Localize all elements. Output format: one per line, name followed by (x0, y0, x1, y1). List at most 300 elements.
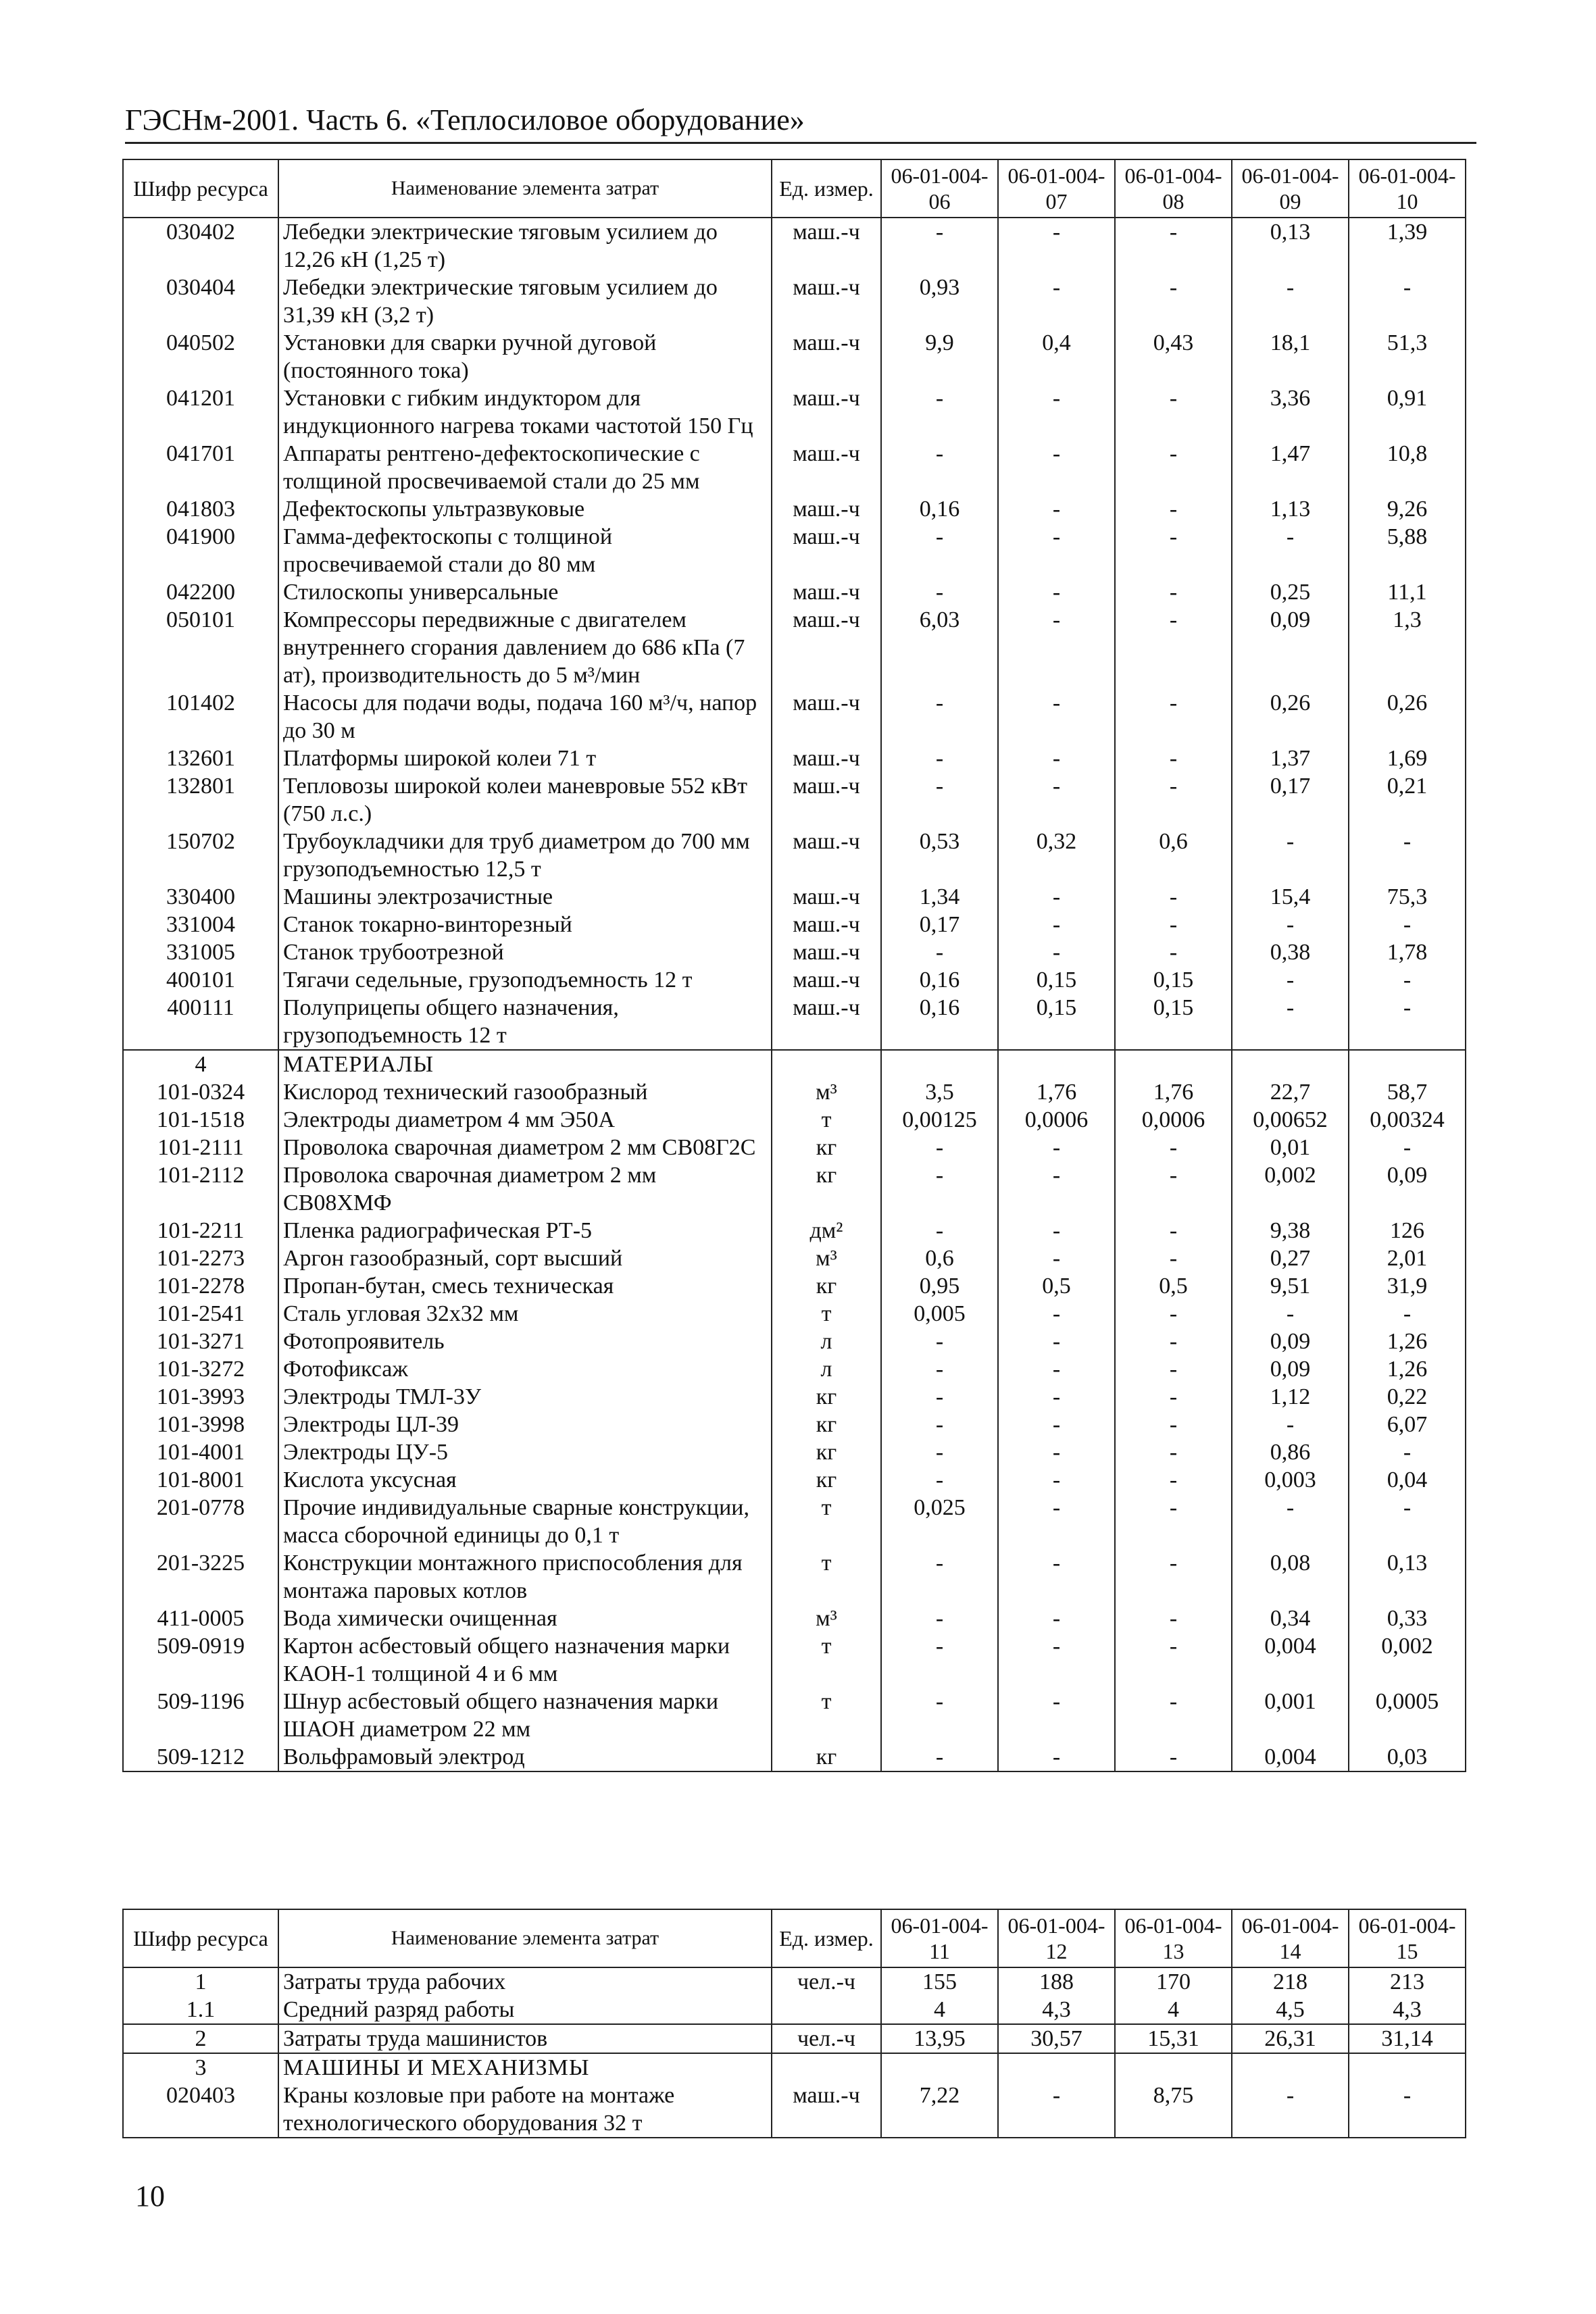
value-cell: 0,005 (881, 1300, 998, 1328)
value-cell: 3,5 (881, 1078, 998, 1106)
unit-cell: дм² (772, 1217, 881, 1244)
value-cell: 75,3 (1349, 883, 1466, 911)
value-cell: 18,1 (1232, 329, 1349, 384)
value-cell: 10,8 (1349, 440, 1466, 495)
value-cell: - (881, 1217, 998, 1244)
table-row (123, 1743, 1466, 1771)
value-cell (1349, 1050, 1466, 1078)
resource-name: Машины электрозачистные (278, 883, 772, 911)
value-cell (881, 2053, 998, 2082)
value-cell (1115, 1050, 1232, 1078)
value-cell: 0,16 (881, 994, 998, 1050)
value-cell: - (998, 689, 1115, 745)
value-cell: 0,0005 (1349, 1688, 1466, 1743)
value-cell: 0,04 (1349, 1466, 1466, 1494)
table-row (123, 1134, 1466, 1161)
resource-name: Фотопроявитель (278, 1328, 772, 1355)
unit-cell: т (772, 1549, 881, 1605)
value-cell: - (881, 1438, 998, 1466)
value-cell: - (881, 772, 998, 828)
resource-table-1 (122, 159, 1466, 1772)
value-cell: 1,39 (1349, 218, 1466, 274)
table-row (123, 218, 1466, 274)
resource-name: Электроды ЦЛ-39 (278, 1411, 772, 1438)
value-cell: 0,17 (1232, 772, 1349, 828)
value-cell: 0,86 (1232, 1438, 1349, 1466)
resource-name: Сталь угловая 32х32 мм (278, 1300, 772, 1328)
value-cell (998, 1050, 1115, 1078)
column-header: 06-01-004-11 (881, 1909, 998, 1967)
value-cell (1115, 2053, 1232, 2082)
value-cell: 0,13 (1349, 1549, 1466, 1605)
value-cell: 0,43 (1115, 329, 1232, 384)
resource-code: 2 (123, 2024, 278, 2053)
value-cell: - (998, 1605, 1115, 1632)
unit-cell: маш.-ч (772, 938, 881, 966)
unit-cell: л (772, 1355, 881, 1383)
resource-name: Затраты труда рабочих (278, 1967, 772, 1996)
table-row (123, 578, 1466, 606)
value-cell: - (1115, 1411, 1232, 1438)
resource-name: Затраты труда машинистов (278, 2024, 772, 2053)
value-cell: 0,08 (1232, 1549, 1349, 1605)
value-cell: 4 (1115, 1996, 1232, 2024)
table-row (123, 1161, 1466, 1217)
value-cell: 0,21 (1349, 772, 1466, 828)
unit-cell: кг (772, 1383, 881, 1411)
resource-name: Лебедки электрические тяговым усилием до 12,26 кН (1,25 т) (278, 218, 772, 274)
value-cell: 0,16 (881, 966, 998, 994)
value-cell: 6,03 (881, 606, 998, 689)
value-cell: 4,5 (1232, 1996, 1349, 2024)
table-row (123, 1688, 1466, 1743)
value-cell: 51,3 (1349, 329, 1466, 384)
unit-cell: маш.-ч (772, 329, 881, 384)
value-cell: - (881, 1134, 998, 1161)
value-cell: - (1115, 1632, 1232, 1688)
resource-code: 1 (123, 1967, 278, 1996)
value-cell: - (881, 1161, 998, 1217)
value-cell: - (1115, 1605, 1232, 1632)
resource-code: 132801 (123, 772, 278, 828)
table-row (123, 1494, 1466, 1549)
resource-name: Гамма-дефектоскопы с толщиной просвечиваемой стали до 80 мм (278, 523, 772, 578)
value-cell: - (1115, 689, 1232, 745)
value-cell: 0,025 (881, 1494, 998, 1549)
value-cell: - (998, 2082, 1115, 2138)
value-cell: - (1115, 1134, 1232, 1161)
table-row (123, 384, 1466, 440)
value-cell: - (1232, 274, 1349, 329)
value-cell: - (1115, 1300, 1232, 1328)
value-cell: - (1232, 911, 1349, 938)
value-cell: 31,14 (1349, 2024, 1466, 2053)
value-cell: - (998, 1383, 1115, 1411)
unit-cell: маш.-ч (772, 966, 881, 994)
unit-cell: кг (772, 1134, 881, 1161)
unit-cell: кг (772, 1161, 881, 1217)
unit-cell: маш.-ч (772, 745, 881, 772)
unit-cell: кг (772, 1272, 881, 1300)
value-cell: - (998, 218, 1115, 274)
value-cell: 9,51 (1232, 1272, 1349, 1300)
value-cell: 4,3 (998, 1996, 1115, 2024)
value-cell: 1,37 (1232, 745, 1349, 772)
value-cell: - (998, 1217, 1115, 1244)
resource-name: Пропан-бутан, смесь техническая (278, 1272, 772, 1300)
resource-code: 331004 (123, 911, 278, 938)
value-cell: - (1115, 1217, 1232, 1244)
column-header: 06-01-004-12 (998, 1909, 1115, 1967)
value-cell: - (998, 440, 1115, 495)
resource-code: 101-2112 (123, 1161, 278, 1217)
value-cell: 0,01 (1232, 1134, 1349, 1161)
value-cell: 0,38 (1232, 938, 1349, 966)
table-row (123, 1996, 1466, 2024)
value-cell: 30,57 (998, 2024, 1115, 2053)
value-cell: - (1349, 274, 1466, 329)
value-cell: 6,07 (1349, 1411, 1466, 1438)
resource-name: Пленка радиографическая РТ-5 (278, 1217, 772, 1244)
value-cell: - (1232, 1494, 1349, 1549)
resource-name: Компрессоры передвижные с двигателем внутреннего сгорания давлением до 686 кПа (7 ат), производительность до 5 м³/мин (278, 606, 772, 689)
unit-cell: кг (772, 1438, 881, 1466)
value-cell: - (881, 218, 998, 274)
value-cell: - (881, 523, 998, 578)
value-cell: - (998, 578, 1115, 606)
column-header: 06-01-004-08 (1115, 159, 1232, 218)
table-row (123, 1632, 1466, 1688)
value-cell: 0,27 (1232, 1244, 1349, 1272)
value-cell: 0,53 (881, 828, 998, 883)
resource-code: 3 (123, 2053, 278, 2082)
value-cell: 0,09 (1349, 1161, 1466, 1217)
value-cell: 188 (998, 1967, 1115, 1996)
resource-code: 101-3998 (123, 1411, 278, 1438)
value-cell: - (998, 1549, 1115, 1605)
value-cell: 0,09 (1232, 1328, 1349, 1355)
resource-name: Конструкции монтажного приспособления для монтажа паровых котлов (278, 1549, 772, 1605)
value-cell: 8,75 (1115, 2082, 1232, 2138)
value-cell: 0,25 (1232, 578, 1349, 606)
value-cell: - (998, 1300, 1115, 1328)
table-row (123, 1106, 1466, 1134)
value-cell: 0,6 (1115, 828, 1232, 883)
value-cell: - (998, 1161, 1115, 1217)
resource-name: Шнур асбестовый общего назначения марки ШАОН диаметром 22 мм (278, 1688, 772, 1743)
resource-code: 101-3271 (123, 1328, 278, 1355)
unit-cell (772, 1050, 881, 1078)
value-cell: 1,76 (1115, 1078, 1232, 1106)
value-cell: - (1349, 1300, 1466, 1328)
value-cell: - (998, 606, 1115, 689)
column-header: 06-01-004-06 (881, 159, 998, 218)
table-row (123, 1605, 1466, 1632)
value-cell: 0,95 (881, 1272, 998, 1300)
table-row (123, 440, 1466, 495)
value-cell (1232, 2053, 1349, 2082)
resource-code: 101-2211 (123, 1217, 278, 1244)
unit-cell: т (772, 1688, 881, 1743)
unit-cell: маш.-ч (772, 689, 881, 745)
resource-name: Трубоукладчики для труб диаметром до 700 мм грузоподъемностью 12,5 т (278, 828, 772, 883)
table-body (123, 218, 1466, 1771)
value-cell: 0,00125 (881, 1106, 998, 1134)
value-cell: - (1115, 1494, 1232, 1549)
value-cell: - (881, 578, 998, 606)
value-cell: - (1232, 523, 1349, 578)
resource-code: 132601 (123, 745, 278, 772)
resource-code: 101-4001 (123, 1438, 278, 1466)
page-header: ГЭСНм-2001. Часть 6. «Теплосиловое оборудование» (125, 101, 1476, 144)
value-cell: - (1349, 911, 1466, 938)
resource-code: 101-2278 (123, 1272, 278, 1300)
value-cell (1232, 1050, 1349, 1078)
resource-code: 331005 (123, 938, 278, 966)
resource-code: 509-0919 (123, 1632, 278, 1688)
value-cell: - (998, 938, 1115, 966)
value-cell: 0,17 (881, 911, 998, 938)
resource-name: Аргон газообразный, сорт высший (278, 1244, 772, 1272)
resource-code: 400101 (123, 966, 278, 994)
resource-table-2 (122, 1909, 1466, 2138)
value-cell: - (881, 1549, 998, 1605)
column-header: 06-01-004-10 (1349, 159, 1466, 218)
resource-code: 101-8001 (123, 1466, 278, 1494)
resource-code: 201-0778 (123, 1494, 278, 1549)
resource-code: 041900 (123, 523, 278, 578)
value-cell: - (998, 1355, 1115, 1383)
table-row (123, 1244, 1466, 1272)
value-cell: 1,12 (1232, 1383, 1349, 1411)
column-header: 06-01-004-09 (1232, 159, 1349, 218)
value-cell: - (1115, 1355, 1232, 1383)
value-cell: - (1232, 2082, 1349, 2138)
value-cell: - (881, 1632, 998, 1688)
table-row (123, 1300, 1466, 1328)
unit-cell: маш.-ч (772, 440, 881, 495)
value-cell: 13,95 (881, 2024, 998, 2053)
value-cell: - (1115, 578, 1232, 606)
value-cell: 0,34 (1232, 1605, 1349, 1632)
section-title: МАТЕРИАЛЫ (278, 1050, 772, 1078)
resource-code: 030402 (123, 218, 278, 274)
resource-name: Дефектоскопы ультразвуковые (278, 495, 772, 523)
value-cell: - (881, 1328, 998, 1355)
value-cell: - (881, 1411, 998, 1438)
unit-cell: маш.-ч (772, 274, 881, 329)
value-cell: 31,9 (1349, 1272, 1466, 1300)
table-row (123, 329, 1466, 384)
resource-name: Средний разряд работы (278, 1996, 772, 2024)
value-cell: - (998, 1494, 1115, 1549)
table-row (123, 495, 1466, 523)
resource-code: 509-1196 (123, 1688, 278, 1743)
section-title: МАШИНЫ И МЕХАНИЗМЫ (278, 2053, 772, 2082)
table-row (123, 1438, 1466, 1466)
column-header: Шифр ресурса (123, 159, 278, 218)
value-cell: 0,91 (1349, 384, 1466, 440)
value-cell: - (1115, 1383, 1232, 1411)
value-cell: - (1349, 2082, 1466, 2138)
value-cell: - (998, 274, 1115, 329)
resource-code: 101-2111 (123, 1134, 278, 1161)
value-cell: 9,9 (881, 329, 998, 384)
unit-cell: маш.-ч (772, 523, 881, 578)
value-cell: 58,7 (1349, 1078, 1466, 1106)
value-cell (881, 1050, 998, 1078)
resource-code: 400111 (123, 994, 278, 1050)
value-cell: - (998, 1244, 1115, 1272)
table-header-row (123, 1909, 1466, 1967)
resource-name: Прочие индивидуальные сварные конструкции, масса сборочной единицы до 0,1 т (278, 1494, 772, 1549)
value-cell: 7,22 (881, 2082, 998, 2138)
value-cell: - (1115, 523, 1232, 578)
resource-code: 101-1518 (123, 1106, 278, 1134)
value-cell: 0,33 (1349, 1605, 1466, 1632)
value-cell: - (1349, 966, 1466, 994)
table-row (123, 2082, 1466, 2138)
value-cell: - (1349, 1494, 1466, 1549)
resource-name: Установки с гибким индуктором для индукционного нагрева токами частотой 150 Гц (278, 384, 772, 440)
resource-code: 020403 (123, 2082, 278, 2138)
value-cell: 0,09 (1232, 1355, 1349, 1383)
unit-cell: маш.-ч (772, 994, 881, 1050)
value-cell: - (881, 689, 998, 745)
value-cell: - (1115, 218, 1232, 274)
resource-code: 042200 (123, 578, 278, 606)
value-cell: 5,88 (1349, 523, 1466, 578)
unit-cell: кг (772, 1743, 881, 1771)
value-cell: - (881, 1383, 998, 1411)
table-row (123, 911, 1466, 938)
column-header: Наименование элемента затрат (278, 1909, 772, 1967)
resource-name: Кислота уксусная (278, 1466, 772, 1494)
value-cell: - (1115, 606, 1232, 689)
value-cell: - (1115, 495, 1232, 523)
column-header: Ед. измер. (772, 1909, 881, 1967)
resource-code: 411-0005 (123, 1605, 278, 1632)
value-cell (1349, 2053, 1466, 2082)
resource-code: 101-0324 (123, 1078, 278, 1106)
value-cell: - (1115, 772, 1232, 828)
resource-code: 1.1 (123, 1996, 278, 2024)
value-cell: - (998, 745, 1115, 772)
resource-code: 101402 (123, 689, 278, 745)
column-header: Ед. измер. (772, 159, 881, 218)
unit-cell: маш.-ч (772, 218, 881, 274)
value-cell: 0,5 (1115, 1272, 1232, 1300)
resource-name: Станок трубоотрезной (278, 938, 772, 966)
unit-cell: м³ (772, 1605, 881, 1632)
page-number: 10 (135, 2180, 165, 2213)
table-row (123, 1328, 1466, 1355)
value-cell: - (1115, 938, 1232, 966)
resource-code: 101-2541 (123, 1300, 278, 1328)
resource-name: Установки для сварки ручной дуговой (постоянного тока) (278, 329, 772, 384)
column-header: 06-01-004-13 (1115, 1909, 1232, 1967)
value-cell: - (1115, 1549, 1232, 1605)
value-cell: - (881, 1605, 998, 1632)
value-cell: 1,78 (1349, 938, 1466, 966)
resource-code: 101-3272 (123, 1355, 278, 1383)
table-row (123, 1549, 1466, 1605)
table-row (123, 2024, 1466, 2053)
value-cell (998, 2053, 1115, 2082)
unit-cell: чел.-ч (772, 1967, 881, 1996)
unit-cell (772, 1996, 881, 2024)
resource-name: Кислород технический газообразный (278, 1078, 772, 1106)
table-body (123, 1967, 1466, 2138)
unit-cell: м³ (772, 1078, 881, 1106)
value-cell: 155 (881, 1967, 998, 1996)
unit-cell: маш.-ч (772, 578, 881, 606)
value-cell: 11,1 (1349, 578, 1466, 606)
resource-name: Аппараты рентгено-дефектоскопические с толщиной просвечиваемой стали до 25 мм (278, 440, 772, 495)
unit-cell: маш.-ч (772, 828, 881, 883)
unit-cell: маш.-ч (772, 772, 881, 828)
resource-name: Электроды ТМЛ-3У (278, 1383, 772, 1411)
value-cell: - (998, 1134, 1115, 1161)
value-cell: 0,03 (1349, 1743, 1466, 1771)
value-cell: 0,002 (1349, 1632, 1466, 1688)
resource-name: Электроды ЦУ-5 (278, 1438, 772, 1466)
value-cell: - (998, 911, 1115, 938)
value-cell: - (881, 1466, 998, 1494)
value-cell: 4,3 (1349, 1996, 1466, 2024)
value-cell: - (1115, 1244, 1232, 1272)
unit-cell: кг (772, 1411, 881, 1438)
value-cell: 0,32 (998, 828, 1115, 883)
value-cell: - (998, 523, 1115, 578)
value-cell: - (1115, 1438, 1232, 1466)
value-cell: - (998, 1688, 1115, 1743)
value-cell: 9,26 (1349, 495, 1466, 523)
value-cell: 0,15 (998, 966, 1115, 994)
resource-name: Платформы широкой колеи 71 т (278, 745, 772, 772)
table-row (123, 1078, 1466, 1106)
value-cell: 0,15 (1115, 966, 1232, 994)
resource-name: Лебедки электрические тяговым усилием до 31,39 кН (3,2 т) (278, 274, 772, 329)
resource-name: Вода химически очищенная (278, 1605, 772, 1632)
unit-cell: маш.-ч (772, 2082, 881, 2138)
value-cell: - (998, 495, 1115, 523)
value-cell: - (998, 1632, 1115, 1688)
value-cell: - (998, 1743, 1115, 1771)
value-cell: 0,5 (998, 1272, 1115, 1300)
resource-code: 050101 (123, 606, 278, 689)
value-cell: - (881, 1355, 998, 1383)
unit-cell: т (772, 1494, 881, 1549)
value-cell: - (998, 883, 1115, 911)
unit-cell: т (772, 1106, 881, 1134)
value-cell: 1,76 (998, 1078, 1115, 1106)
value-cell: 218 (1232, 1967, 1349, 1996)
table-row (123, 828, 1466, 883)
table-row (123, 523, 1466, 578)
value-cell: - (1115, 1466, 1232, 1494)
table-row (123, 274, 1466, 329)
value-cell: - (1115, 1161, 1232, 1217)
resource-code: 4 (123, 1050, 278, 1078)
value-cell: - (881, 384, 998, 440)
value-cell: - (998, 772, 1115, 828)
value-cell: - (1349, 828, 1466, 883)
value-cell: 15,31 (1115, 2024, 1232, 2053)
value-cell: 0,4 (998, 329, 1115, 384)
value-cell: - (1232, 1300, 1349, 1328)
resource-name: Стилоскопы универсальные (278, 578, 772, 606)
